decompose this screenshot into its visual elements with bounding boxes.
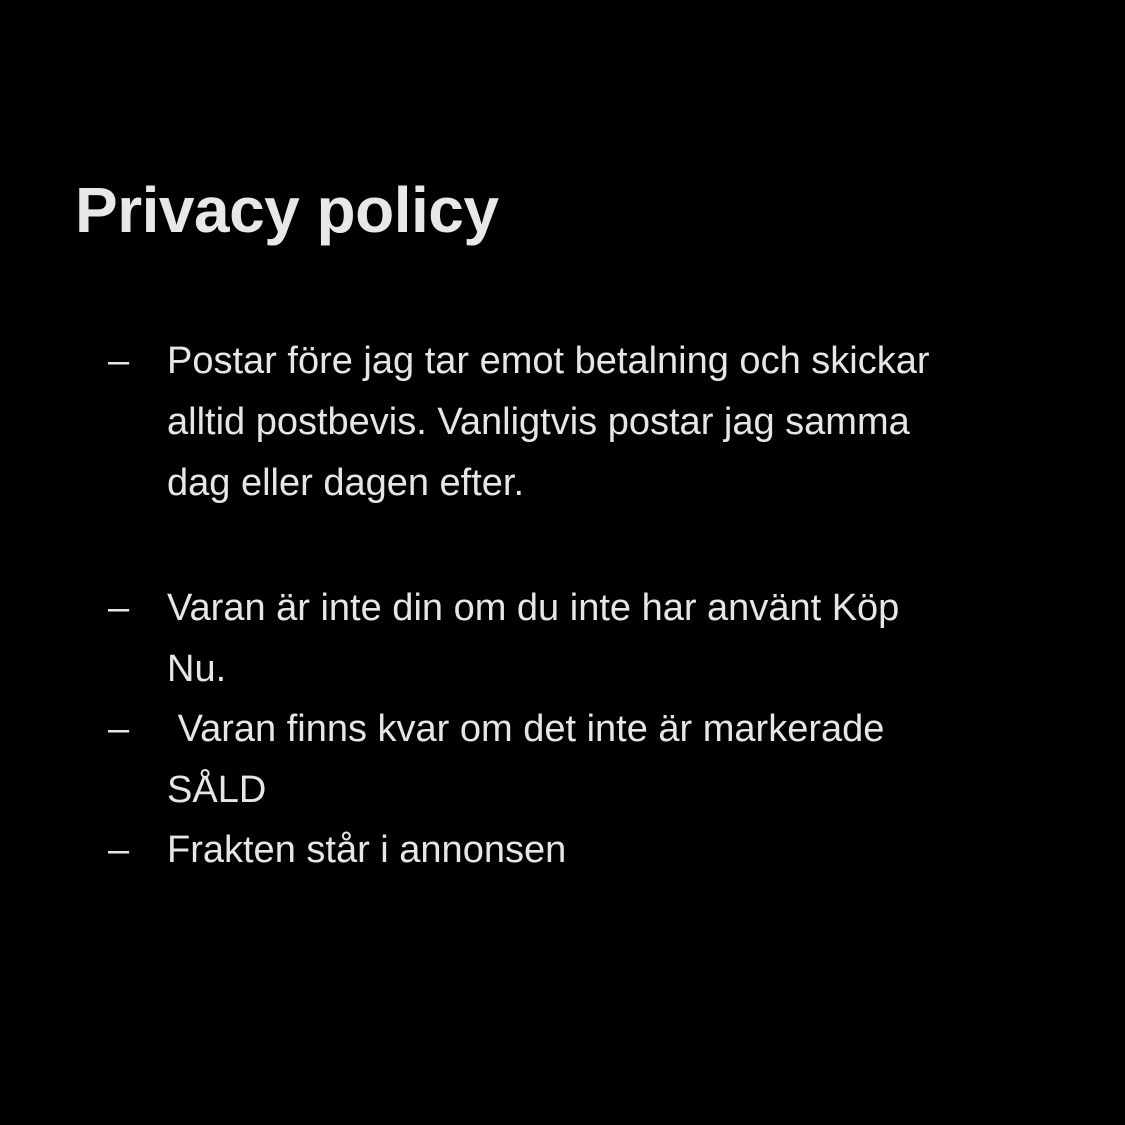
list-item-text: Varan finns kvar om det inte är markerade SÅLD — [167, 708, 885, 811]
dash-bullet: – — [108, 829, 130, 871]
list-item-text: Frakten står i annonsen — [167, 829, 567, 871]
dash-bullet: – — [108, 587, 130, 629]
dash-bullet: – — [108, 708, 130, 750]
dash-bullet: – — [108, 340, 130, 382]
list-item-text: Varan är inte din om du inte har använt Köp Nu. — [167, 587, 900, 690]
list-item-text: Postar före jag tar emot betalning och skickar alltid postbevis. Vanligtvis postar jag samma dag eller dagen efter. — [167, 340, 930, 504]
page-title: Privacy policy — [75, 174, 499, 246]
